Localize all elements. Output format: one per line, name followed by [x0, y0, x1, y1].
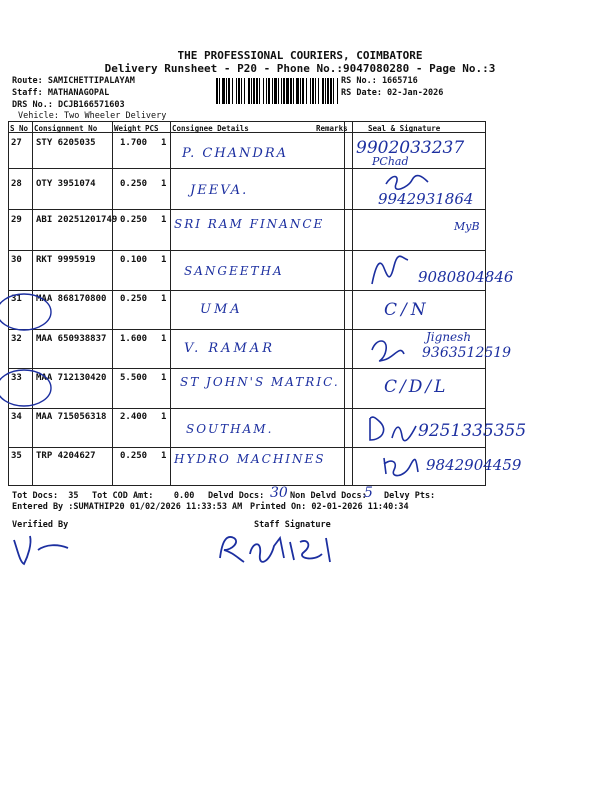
row-pcs: 1 — [161, 179, 167, 189]
row-consignment: MAA 715056318 — [36, 412, 107, 422]
circle-mark — [0, 290, 54, 334]
row-consignment: TRP 4204627 — [36, 451, 96, 461]
row-sno: 33 — [11, 373, 22, 383]
row-pcs: 1 — [161, 138, 167, 148]
barcode — [216, 78, 338, 104]
row-sno: 34 — [11, 412, 22, 422]
row-weight: 0.100 — [120, 255, 148, 265]
verifier-signature — [8, 530, 78, 570]
route-label: Route: SAMICHETTIPALAYAM — [12, 76, 135, 86]
signature-scribble — [366, 334, 408, 364]
row-consignment: RKT 9995919 — [36, 255, 96, 265]
row-consignment: STY 6205035 — [36, 138, 96, 148]
seal-phone-handwriting: 9902033237 — [356, 138, 465, 158]
seal-signature-handwriting: PChad — [372, 155, 409, 168]
circle-mark — [0, 366, 54, 410]
row-consignment: MAA 712130420 — [36, 373, 107, 383]
col-header-consignment: Consignment No — [34, 124, 98, 133]
printed-on: Printed On: 02-01-2026 11:40:34 — [250, 502, 409, 512]
row-sno: 31 — [11, 294, 22, 304]
consignee-handwriting: SRI RAM FINANCE — [174, 217, 325, 231]
seal-signature-handwriting: C/N — [384, 300, 430, 320]
row-sno: 35 — [11, 451, 22, 461]
signature-scribble — [366, 254, 412, 288]
row-consignment: ABI 20251201749 — [36, 215, 118, 225]
row-weight: 0.250 — [120, 294, 148, 304]
row-sno: 29 — [11, 215, 22, 225]
row-sno: 27 — [11, 138, 22, 148]
verified-by-label: Verified By — [12, 520, 69, 530]
delivered-docs-value: 30 — [270, 485, 288, 501]
consignee-handwriting: SOUTHAM. — [186, 422, 274, 436]
consignee-handwriting: UMA — [200, 302, 243, 317]
col-header-pcs: PCS — [145, 124, 159, 133]
signature-scribble — [382, 172, 432, 192]
row-pcs: 1 — [161, 215, 167, 225]
runsheet-subtitle: Delivery Runsheet - P20 - Phone No.:9047080280 - Page No.:3 — [104, 62, 496, 75]
entered-by: Entered By :SUMATHIP20 01/02/2026 11:33:53 AM — [12, 502, 243, 512]
row-sno: 32 — [11, 334, 22, 344]
total-cod-amount: Tot COD Amt: 0.00 — [92, 491, 195, 501]
row-weight: 0.250 — [120, 215, 148, 225]
row-consignment: MAA 650938837 — [36, 334, 107, 344]
row-pcs: 1 — [161, 255, 167, 265]
row-weight: 5.500 — [120, 373, 148, 383]
row-consignment: MAA 868170800 — [36, 294, 107, 304]
company-title: THE PROFESSIONAL COURIERS, COIMBATORE — [177, 49, 423, 62]
consignee-handwriting: V. RAMAR — [184, 341, 276, 356]
delivered-docs-label: Delvd Docs: — [208, 491, 265, 501]
staff-signature — [214, 528, 354, 568]
row-sno: 28 — [11, 179, 22, 189]
drs-number: DRS No.: DCJB166571603 — [12, 100, 125, 110]
col-header-remarks: Remarks — [316, 124, 348, 133]
row-pcs: 1 — [161, 373, 167, 383]
signature-scribble — [380, 452, 420, 482]
total-docs: Tot Docs: 35 — [12, 491, 79, 501]
row-weight: 0.250 — [120, 451, 148, 461]
staff-label: Staff: MATHANAGOPAL — [12, 88, 110, 98]
row-weight: 1.600 — [120, 334, 148, 344]
non-delivered-docs-value: 5 — [364, 485, 373, 501]
delivery-points-label: Delvy Pts: — [384, 491, 436, 501]
non-delivered-docs-label: Non Delvd Docs: — [290, 491, 367, 501]
seal-phone-handwriting: 9942931864 — [378, 190, 474, 208]
row-pcs: 1 — [161, 412, 167, 422]
rs-number: RS No.: 1665716 — [341, 76, 418, 86]
consignee-handwriting: SANGEETHA — [184, 264, 284, 278]
col-header-seal: Seal & Signature — [368, 124, 441, 133]
signature-scribble — [366, 414, 418, 444]
seal-phone-handwriting: 9080804846 — [418, 268, 514, 286]
seal-phone-handwriting: 9251335355 — [418, 421, 527, 441]
row-weight: 0.250 — [120, 179, 148, 189]
row-pcs: 1 — [161, 334, 167, 344]
consignee-handwriting: JEEVA. — [190, 183, 249, 198]
row-pcs: 1 — [161, 294, 167, 304]
consignee-handwriting: HYDRO MACHINES — [174, 452, 326, 466]
col-header-consignee: Consignee Details — [172, 124, 249, 133]
rs-date: RS Date: 02-Jan-2026 — [341, 88, 444, 98]
row-pcs: 1 — [161, 451, 167, 461]
seal-phone-handwriting: 9363512519 — [422, 345, 512, 361]
col-header-sno: S No — [10, 124, 29, 133]
row-sno: 30 — [11, 255, 22, 265]
staff-signature-label: Staff Signature — [254, 520, 331, 530]
consignee-handwriting: P. CHANDRA — [182, 146, 289, 161]
seal-phone-handwriting: 9842904459 — [426, 456, 522, 474]
row-consignment: OTY 3951074 — [36, 179, 96, 189]
row-weight: 1.700 — [120, 138, 148, 148]
seal-signature-handwriting: C/D/L — [384, 377, 449, 397]
consignee-handwriting: ST JOHN'S MATRIC. — [180, 375, 340, 389]
row-weight: 2.400 — [120, 412, 148, 422]
col-header-weight: Weight — [114, 124, 142, 133]
seal-signature-handwriting: Jignesh — [426, 330, 472, 344]
seal-signature-handwriting: MyB — [454, 220, 480, 233]
vehicle-label: Vehicle: Two Wheeler Delivery — [18, 111, 167, 121]
